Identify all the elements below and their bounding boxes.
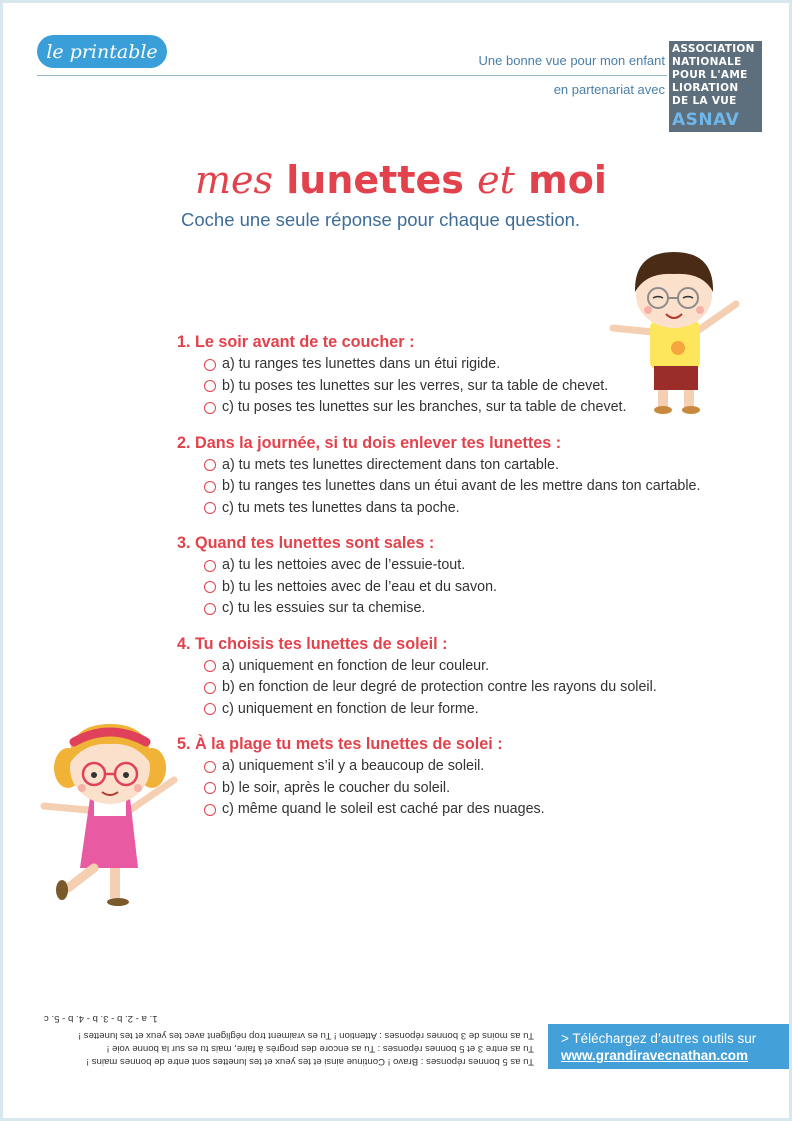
- option-label: a) tu ranges tes lunettes dans un étui rigide.: [222, 356, 501, 372]
- instructions: Coche une seule réponse pour chaque question.: [181, 209, 581, 230]
- cta-text: > Téléchargez d’autres outils sur: [561, 1031, 757, 1046]
- option-label: b) en fonction de leur degré de protection contre les rayons du soleil.: [222, 679, 657, 695]
- answer-option[interactable]: [204, 598, 737, 620]
- answer-option[interactable]: [204, 555, 737, 577]
- radio-circle-icon[interactable]: [204, 359, 216, 371]
- girl-with-glasses-illustration: [38, 718, 183, 910]
- option-label: b) tu poses tes lunettes sur les verres, sur ta table de chevet.: [222, 377, 609, 394]
- asnav-acronym: ASNAV: [672, 110, 740, 130]
- radio-circle-icon[interactable]: [204, 703, 216, 715]
- partner-text: en partenariat avec: [553, 82, 665, 97]
- radio-circle-icon[interactable]: [204, 459, 216, 471]
- answer-option[interactable]: [204, 577, 737, 599]
- printable-logo[interactable]: le printable: [37, 35, 167, 68]
- upside-down-answers: [44, 1012, 534, 1068]
- option-label: b) tu les nettoies avec de l’eau et du savon.: [222, 578, 497, 595]
- option-label: a) tu les nettoies avec de l’essuie-tout.: [222, 557, 466, 573]
- asnav-line: POUR L'AME: [672, 69, 748, 81]
- option-label: c) uniquement en fonction de leur forme.: [222, 700, 479, 717]
- answer-option[interactable]: [204, 799, 737, 821]
- radio-circle-icon[interactable]: [204, 380, 216, 392]
- result-line: Tu as 5 bonnes réponses : Bravo ! Continue ainsi et tes yeux et tes lunettes sont entre de bonnes mains !: [86, 1056, 534, 1067]
- option-label: a) uniquement s’il y a beaucoup de soleil.: [222, 758, 485, 774]
- option-label: b) le soir, après le coucher du soleil.: [222, 779, 451, 796]
- cta-link[interactable]: www.grandiravecnathan.com: [561, 1048, 749, 1063]
- answer-option[interactable]: [204, 476, 737, 498]
- tagline: Une bonne vue pour mon enfant: [478, 53, 665, 68]
- radio-circle-icon[interactable]: [204, 502, 216, 514]
- question-5: [177, 734, 737, 821]
- option-label: c) même quand le soleil est caché par des nuages.: [222, 801, 545, 817]
- radio-circle-icon[interactable]: [204, 682, 216, 694]
- answer-option[interactable]: [204, 656, 737, 678]
- answer-option[interactable]: [204, 376, 737, 398]
- question-1: [177, 332, 737, 419]
- title-part-4: moi: [528, 158, 607, 202]
- asnav-logo: [669, 41, 762, 132]
- title-part-1: mes: [195, 158, 274, 202]
- question-title: 5. À la plage tu mets tes lunettes de solei :: [177, 735, 503, 753]
- result-line: Tu as moins de 3 bonnes réponses : Attention ! Tu es vraiment trop négligent avec tes yeux et tes lunettes !: [78, 1030, 534, 1041]
- answer-option[interactable]: [204, 498, 737, 520]
- download-cta[interactable]: [548, 1024, 789, 1069]
- answer-option[interactable]: [204, 778, 737, 800]
- answer-option[interactable]: [204, 397, 737, 419]
- asnav-line: LIORATION: [672, 82, 739, 94]
- asnav-line: NATIONALE: [672, 56, 742, 68]
- answer-option[interactable]: [204, 699, 737, 721]
- option-label: a) uniquement en fonction de leur couleur.: [222, 657, 490, 674]
- asnav-line: ASSOCIATION: [672, 43, 755, 55]
- answer-option[interactable]: [204, 756, 737, 778]
- radio-circle-icon[interactable]: [204, 581, 216, 593]
- question-4: [177, 634, 737, 721]
- question-title: 4. Tu choisis tes lunettes de soleil :: [177, 634, 448, 653]
- title-part-2: lunettes: [286, 158, 464, 202]
- radio-circle-icon[interactable]: [204, 402, 216, 414]
- option-label: c) tu les essuies sur ta chemise.: [222, 600, 426, 616]
- result-line: Tu as entre 3 et 5 bonnes réponses : Tu as encore des progrès à faire, mais tu es sur la bonne voie !: [106, 1043, 534, 1054]
- question-title: 2. Dans la journée, si tu dois enlever tes lunettes :: [177, 433, 562, 452]
- question-3: [177, 533, 737, 620]
- page-title: [195, 158, 607, 202]
- radio-circle-icon[interactable]: [204, 761, 216, 773]
- answer-option[interactable]: [204, 354, 737, 376]
- title-part-3: et: [477, 158, 515, 202]
- question-title: 3. Quand tes lunettes sont sales :: [177, 534, 435, 552]
- asnav-line: DE LA VUE: [672, 95, 737, 107]
- radio-circle-icon[interactable]: [204, 603, 216, 615]
- answer-option[interactable]: [204, 677, 737, 699]
- radio-circle-icon[interactable]: [204, 560, 216, 572]
- quiz: [177, 332, 737, 835]
- header-divider: [37, 75, 667, 76]
- radio-circle-icon[interactable]: [204, 782, 216, 794]
- option-label: a) tu mets tes lunettes directement dans ton cartable.: [222, 456, 559, 473]
- answer-option[interactable]: [204, 455, 737, 477]
- radio-circle-icon[interactable]: [204, 804, 216, 816]
- radio-circle-icon[interactable]: [204, 481, 216, 493]
- option-label: b) tu ranges tes lunettes dans un étui avant de les mettre dans ton cartable.: [222, 478, 701, 494]
- question-title: 1. Le soir avant de te coucher :: [177, 333, 415, 351]
- option-label: c) tu mets tes lunettes dans ta poche.: [222, 499, 460, 516]
- radio-circle-icon[interactable]: [204, 660, 216, 672]
- question-2: [177, 433, 737, 520]
- option-label: c) tu poses tes lunettes sur les branches, sur ta table de chevet.: [222, 399, 627, 415]
- answer-key: 1. a - 2. b - 3. b - 4. b - 5. c: [44, 1013, 158, 1024]
